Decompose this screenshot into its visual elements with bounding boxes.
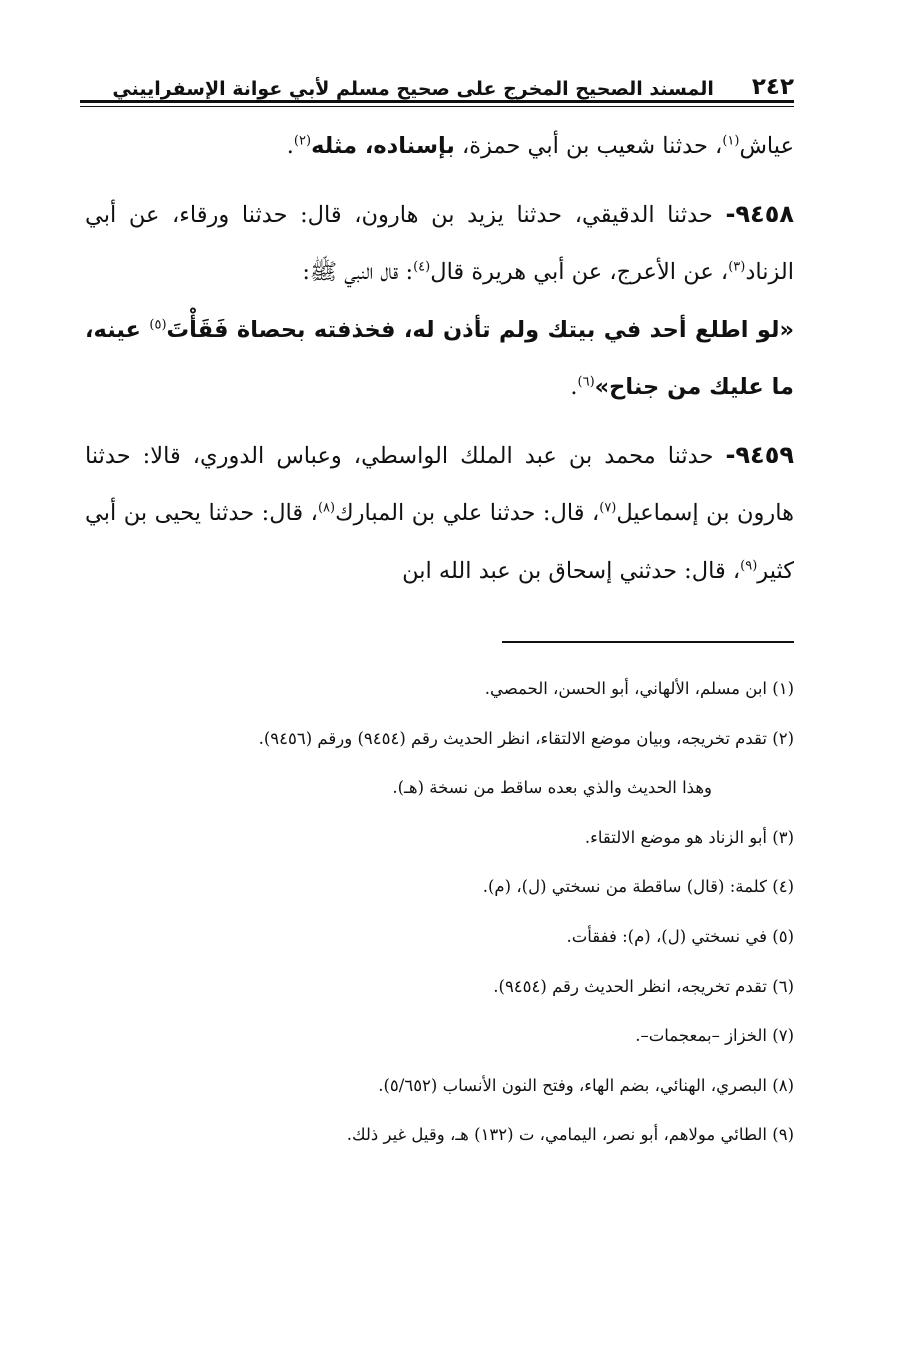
footnote-ref: (٧) bbox=[599, 500, 617, 516]
text-run: . bbox=[286, 133, 294, 159]
page-number: ٢٤٢ bbox=[751, 74, 794, 100]
footnote-4: (٤) كلمة: (قال) ساقطة من نسختي (ل)، (م). bbox=[482, 877, 794, 897]
text-run: ، قال: حدثني إسحاق بن عبد الله ابن bbox=[402, 557, 741, 584]
footnote-ref: (١) bbox=[722, 133, 740, 149]
hadith-number: ٩٤٥٩- bbox=[725, 440, 794, 469]
footnote-2: (٢) تقدم تخريجه، وبيان موضع الالتقاء، انظر الحديث رقم (٩٤٥٤) ورقم (٩٤٥٦). bbox=[258, 728, 794, 748]
header-rule bbox=[80, 100, 794, 107]
hadith-matn: عينه، ما عليك من جناح» bbox=[85, 316, 794, 400]
footnotes bbox=[85, 664, 794, 1160]
bold-run: بإسناده، مثله bbox=[311, 133, 455, 159]
footnote-ref: (٤) bbox=[413, 259, 431, 275]
hadith-9459 bbox=[85, 427, 794, 601]
hadith-matn: «لو اطلع أحد في بيتك ولم تأذن له، فخذفته بحصاة فَقَأْتَ bbox=[166, 316, 795, 343]
footnote-ref: (٦) bbox=[577, 374, 595, 390]
footnote-2-continuation: وهذا الحديث والذي بعده ساقط من نسخة (هـ). bbox=[392, 778, 712, 798]
footnote-3: (٣) أبو الزناد هو موضع الالتقاء. bbox=[584, 827, 794, 847]
text-run: ، قال: حدثنا يحيى بن أبي كثير bbox=[85, 500, 794, 584]
continuation-line bbox=[85, 118, 794, 176]
text-run: ، حدثنا شعيب بن أبي حمزة، bbox=[454, 133, 723, 159]
running-title: المسند الصحيح المخرج على صحيح مسلم لأبي عوانة الإسفراييني bbox=[112, 78, 714, 100]
footnote-ref: (٩) bbox=[740, 558, 758, 573]
text-run: عياش bbox=[739, 133, 794, 159]
footnote-ref: (٨) bbox=[317, 500, 336, 516]
text-run: حدثنا الدقيقي، حدثنا يزيد بن هارون، قال: حدثنا ورقاء، عن أبي الزناد bbox=[85, 201, 794, 285]
footnote-7: (٧) الخزاز –بمعجمات–. bbox=[635, 1026, 794, 1046]
hadith-9458 bbox=[85, 186, 794, 417]
footnote-ref: (٣) bbox=[728, 259, 746, 275]
text-run: . bbox=[570, 374, 578, 400]
footnote-1: (١) ابن مسلم، الألهاني، أبو الحسن، الحمصي. bbox=[484, 679, 794, 698]
footnote-6: (٦) تقدم تخريجه، انظر الحديث رقم (٩٤٥٤). bbox=[493, 976, 794, 996]
footnote-5: (٥) في نسختي (ل)، (م): ففقأت. bbox=[566, 926, 794, 946]
hadith-number: ٩٤٥٨- bbox=[725, 199, 794, 228]
footnote-9: (٩) الطائي مولاهم، أبو نصر، اليمامي، ت (١٣٢) هـ، وقيل غير ذلك. bbox=[346, 1125, 794, 1145]
text-run: ، قال: حدثنا علي بن المبارك bbox=[335, 500, 600, 526]
main-text bbox=[85, 118, 794, 600]
text-run: : قال النبي ﷺ: bbox=[302, 259, 414, 285]
text-run: ، عن الأعرج، عن أبي هريرة قال bbox=[430, 259, 729, 285]
footnote-separator bbox=[502, 641, 794, 643]
footnote-ref: (٢) bbox=[293, 133, 312, 149]
footnote-ref: (٥) bbox=[149, 317, 167, 332]
footnote-8: (٨) البصري، الهنائي، بضم الهاء، وفتح النون الأنساب (٥/٦٥٢). bbox=[378, 1075, 794, 1095]
running-header bbox=[80, 60, 794, 100]
text-run: حدثنا محمد بن عبد الملك الواسطي، وعباس الدوري، قالا: حدثنا هارون بن إسماعيل bbox=[85, 442, 794, 526]
